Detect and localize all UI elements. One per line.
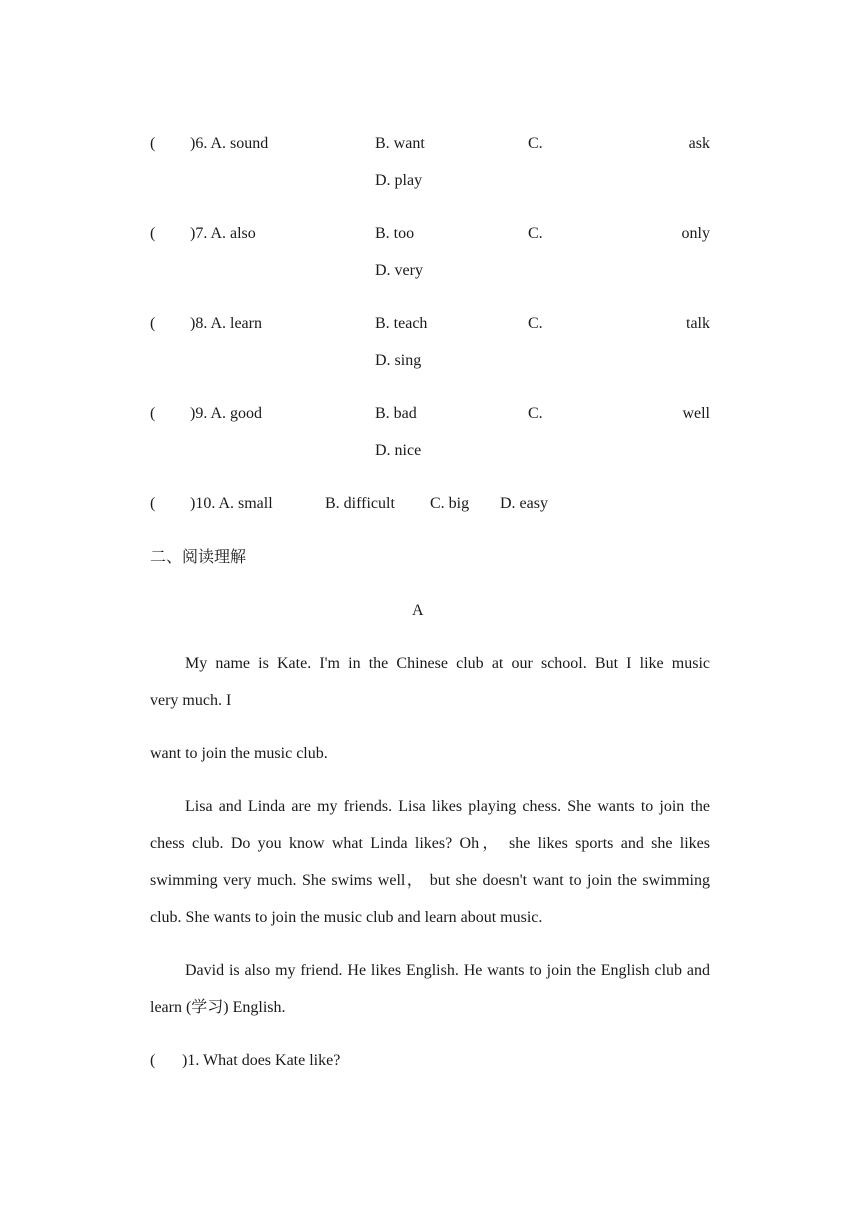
- option-c-word: ask: [688, 135, 710, 152]
- option-c-word: only: [681, 225, 710, 242]
- option-a: )8. A. learn: [190, 315, 262, 332]
- option-b: B. too: [375, 225, 415, 242]
- option-c-word: talk: [686, 315, 710, 332]
- option-c-word: well: [682, 405, 710, 422]
- answer-paren: (: [150, 135, 156, 152]
- paragraph-line: very much. I: [150, 692, 232, 709]
- option-a: )7. A. also: [190, 225, 256, 242]
- option-c-letter: C.: [528, 405, 543, 422]
- option-a: )9. A. good: [190, 405, 262, 422]
- option-a: )10. A. small: [190, 495, 273, 512]
- option-d: D. play: [375, 172, 423, 189]
- answer-paren: (: [150, 315, 156, 332]
- question-text: )1. What does Kate like?: [182, 1052, 341, 1069]
- answer-paren: (: [150, 405, 156, 422]
- option-c-letter: C.: [528, 225, 543, 242]
- option-b: B. teach: [375, 315, 428, 332]
- answer-paren: (: [150, 495, 156, 512]
- passage-paragraph-4: David is also my friend. He likes English. He wants to join the English club and learn (学习) English.: [150, 962, 710, 1016]
- option-b: B. difficult: [325, 495, 395, 512]
- section-title: 二、阅读理解: [150, 547, 247, 566]
- option-c-letter: C.: [528, 135, 543, 152]
- passage-paragraph-2: want to join the music club.: [150, 745, 328, 762]
- passage-paragraph-1: [150, 645, 710, 719]
- passage-letter: A: [412, 602, 424, 619]
- option-d: D. nice: [375, 442, 422, 459]
- option-d: D. sing: [375, 352, 422, 369]
- option-c: C. big: [430, 495, 470, 512]
- option-b: B. want: [375, 135, 425, 152]
- option-d: D. easy: [500, 495, 548, 512]
- option-b: B. bad: [375, 405, 417, 422]
- answer-paren: (: [150, 1052, 156, 1069]
- option-d: D. very: [375, 262, 423, 279]
- paragraph-line: My name is Kate. I'm in the Chinese club at our school. But I like music: [185, 655, 710, 672]
- passage-paragraph-3: Lisa and Linda are my friends. Lisa likes playing chess. She wants to join the chess club. Do you know what Linda likes? Oh， she likes sports and she likes swimming very much. She swims well， but she doesn't want to join the swimming club. She wants to join the music club and learn about music.: [150, 798, 710, 926]
- answer-paren: (: [150, 225, 156, 242]
- option-a: )6. A. sound: [190, 135, 269, 152]
- option-c-letter: C.: [528, 315, 543, 332]
